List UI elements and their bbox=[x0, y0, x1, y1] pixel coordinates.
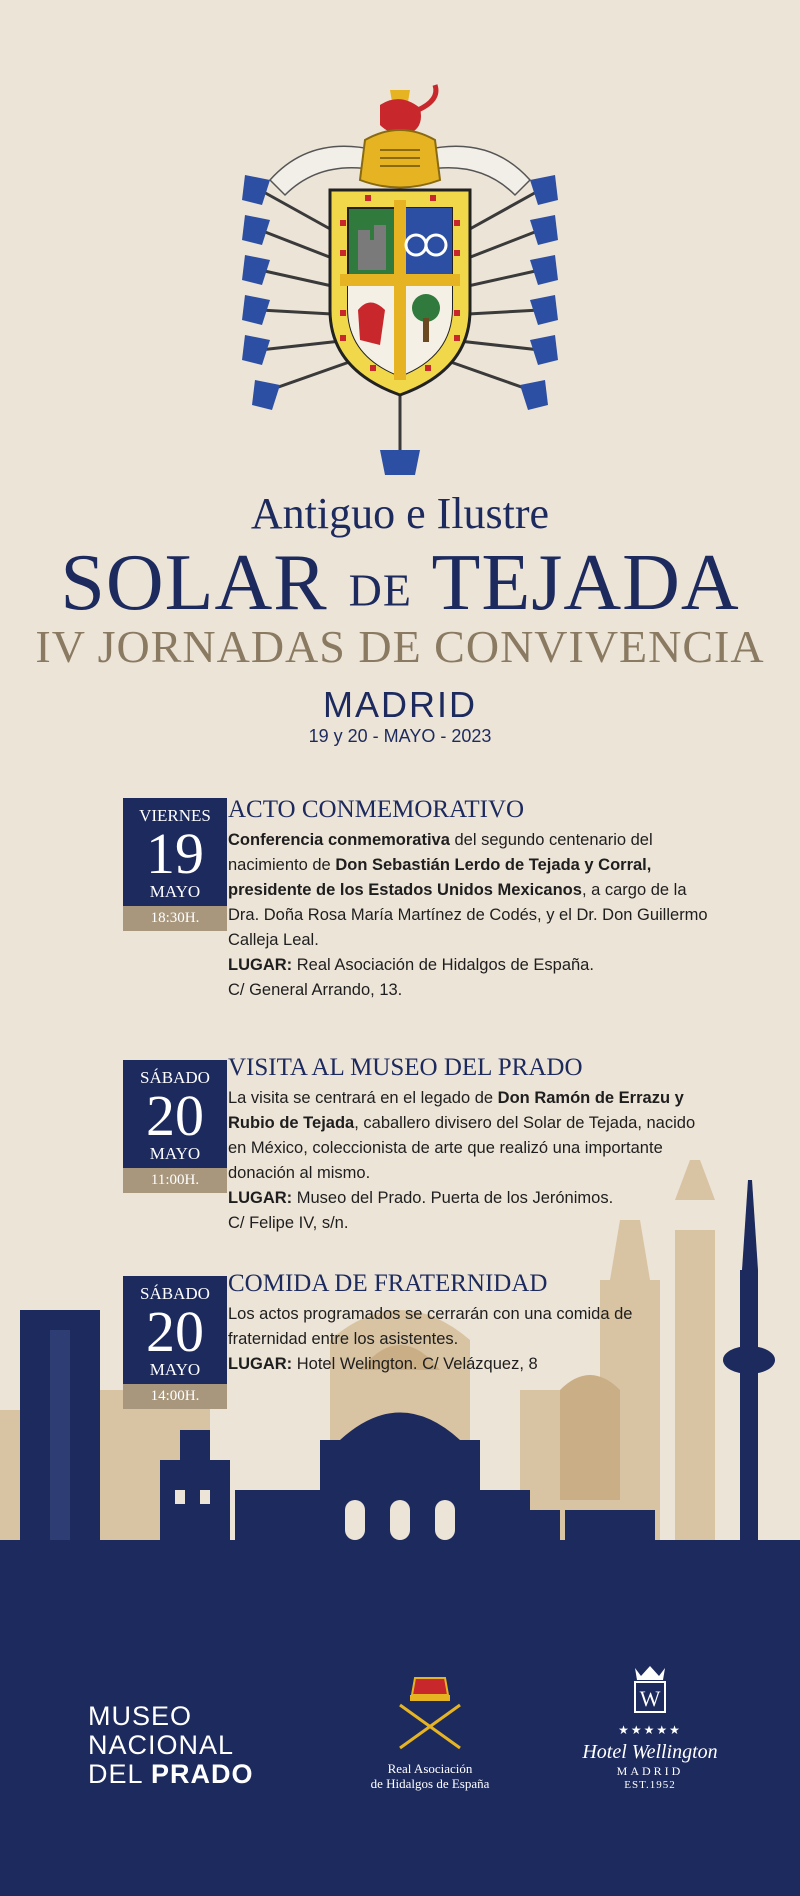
stars-icon: ★★★★★ bbox=[618, 1723, 682, 1737]
title-antiguo: Antiguo e Ilustre bbox=[250, 489, 550, 538]
title-jornadas: IV JORNADAS DE CONVIVENCIA bbox=[35, 621, 765, 672]
date-month: MAYO bbox=[149, 882, 201, 901]
event-description: La visita se centrará en el legado de Don Ramón de Errazu y Rubio de Tejada, caballero divisero del Solar de Tejada, nacido en México, coleccionista de arte que realizó una importante donación al mismo. bbox=[228, 1089, 696, 1182]
date-number: 20 bbox=[146, 1083, 204, 1148]
madrid-skyline-illustration bbox=[0, 1160, 800, 1616]
event-location: LUGAR: Museo del Prado. Puerta de los Jerónimos. bbox=[228, 1189, 614, 1207]
date-badge-3 bbox=[123, 1276, 227, 1409]
hotel-crown-icon bbox=[627, 1664, 673, 1718]
tejada-coat-of-arms bbox=[240, 80, 560, 480]
event-1 bbox=[228, 796, 708, 1003]
logo-museo-del-prado: MUSEO NACIONAL DEL PRADO bbox=[88, 1701, 254, 1789]
event-dates: 19 y 20 - MAYO - 2023 bbox=[308, 726, 492, 746]
date-number: 19 bbox=[146, 821, 204, 886]
event-address: C/ Felipe IV, s/n. bbox=[228, 1214, 349, 1232]
date-time: 14:00H. bbox=[123, 1384, 227, 1409]
logo-real-asociacion-hidalgos: Real Asociación de Hidalgos de España bbox=[340, 1670, 520, 1791]
logo-hotel-wellington: W ★★★★★ Hotel Wellington MADRID EST.1952 bbox=[565, 1664, 735, 1791]
title-de: DE bbox=[348, 564, 412, 616]
event-title: VISITA AL MUSEO DEL PRADO bbox=[228, 1054, 583, 1081]
crown-swords-icon bbox=[390, 1670, 470, 1750]
title-tejada: TEJADA bbox=[431, 539, 740, 627]
date-day: SÁBADO bbox=[140, 1068, 210, 1087]
event-description: Conferencia conmemorativa del segundo centenario del nacimiento de Don Sebastián Lerdo de Tejada y Corral, presidente de los Estados Unidos Mexicanos, a cargo de la Dra. Doña Rosa María Martínez de Codés, y el Dr. Don Guillermo Calleja Leal. bbox=[228, 831, 708, 949]
date-month: MAYO bbox=[149, 1144, 201, 1163]
date-number: 20 bbox=[146, 1299, 204, 1364]
date-badge-1 bbox=[123, 798, 227, 931]
event-location: LUGAR: Hotel Welington. C/ Velázquez, 8 bbox=[228, 1355, 538, 1373]
date-month: MAYO bbox=[149, 1360, 201, 1379]
event-3 bbox=[228, 1270, 708, 1377]
svg-text:W: W bbox=[639, 1686, 661, 1711]
event-location: LUGAR: Real Asociación de Hidalgos de España. bbox=[228, 956, 594, 974]
event-address: C/ General Arrando, 13. bbox=[228, 981, 403, 999]
event-title: ACTO CONMEMORATIVO bbox=[228, 796, 525, 823]
title-solar: SOLAR bbox=[60, 539, 328, 627]
event-title: COMIDA DE FRATERNIDAD bbox=[228, 1270, 548, 1297]
date-day: SÁBADO bbox=[140, 1284, 210, 1303]
date-time: 18:30H. bbox=[123, 906, 227, 931]
date-day: VIERNES bbox=[139, 806, 211, 825]
event-description: Los actos programados se cerrarán con una comida de fraternidad entre los asistentes. bbox=[228, 1305, 633, 1348]
city: MADRID bbox=[323, 684, 477, 725]
date-time: 11:00H. bbox=[123, 1168, 227, 1193]
